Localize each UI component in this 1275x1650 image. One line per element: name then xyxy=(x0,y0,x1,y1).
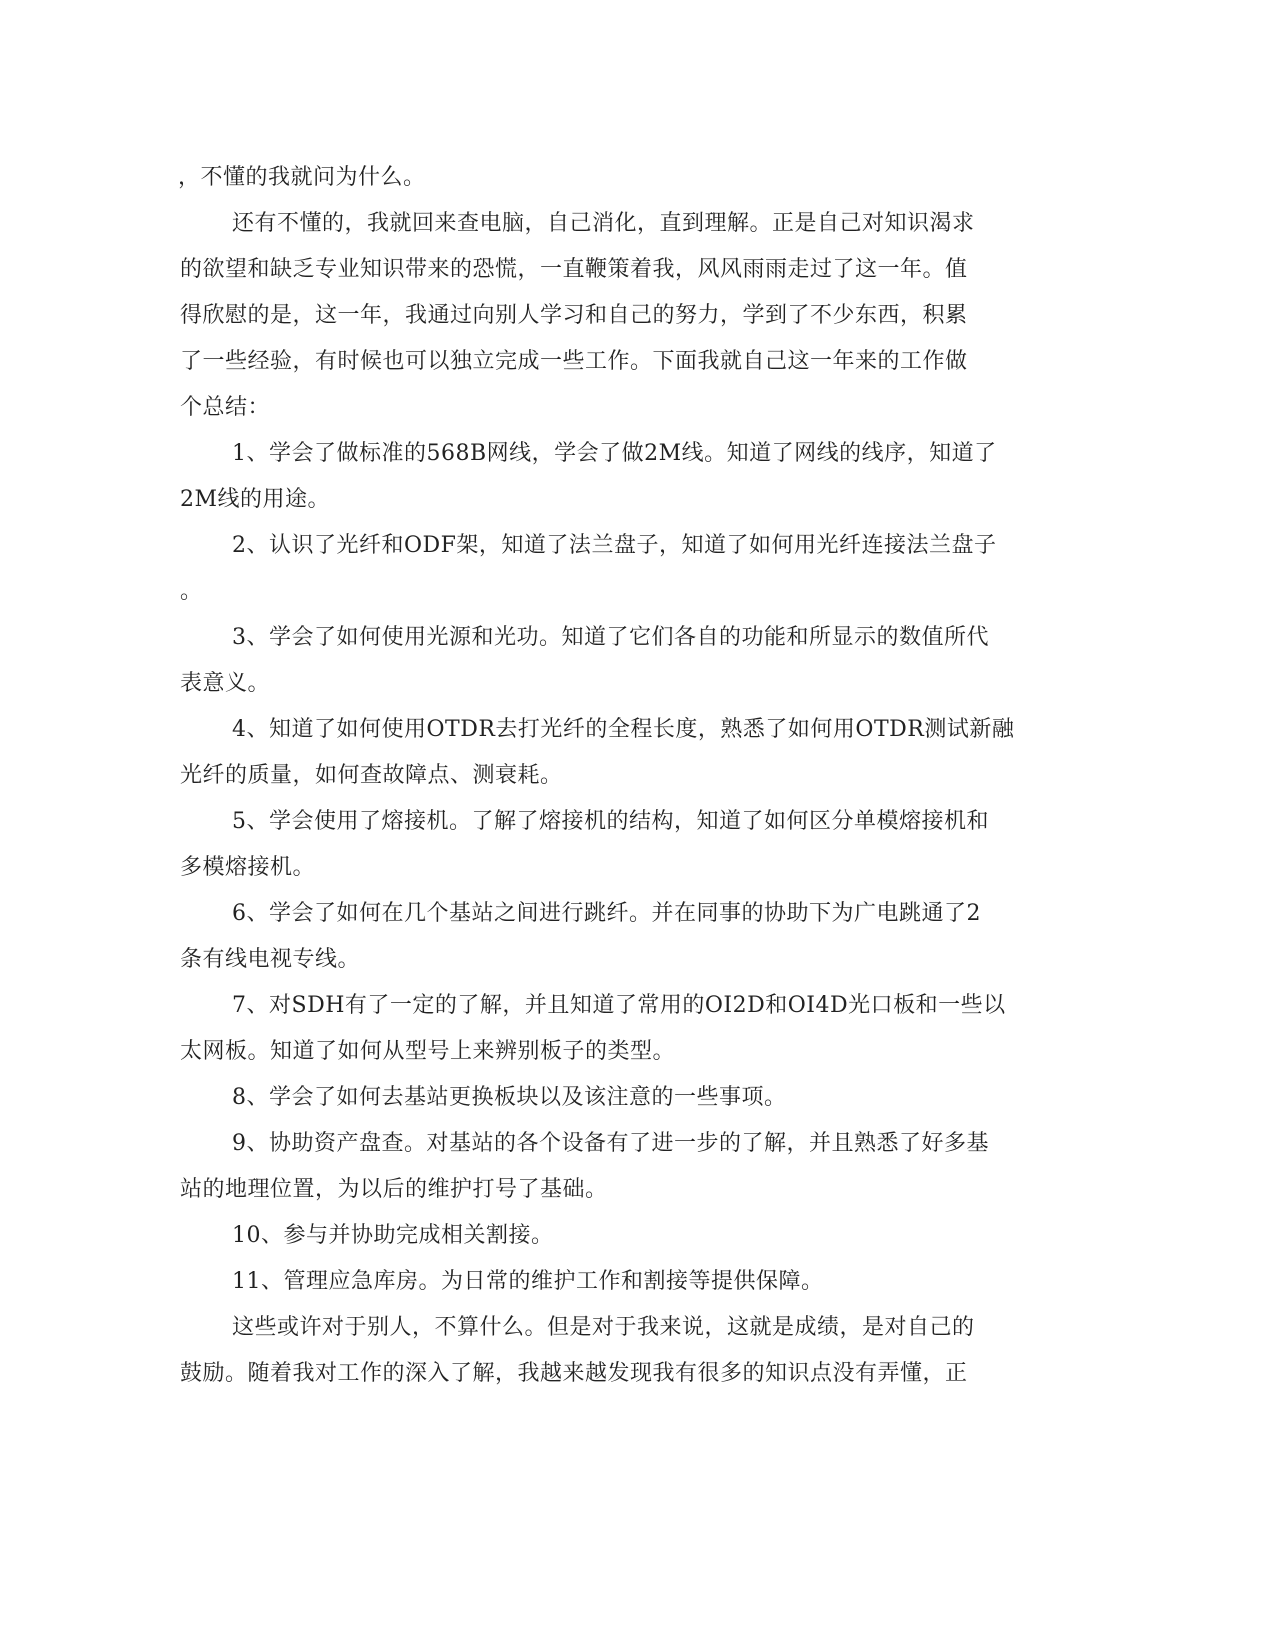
text-line: 了一些经验，有时候也可以独立完成一些工作。下面我就自己这一年来的工作做 xyxy=(180,349,968,374)
list-item-continuation: 。 xyxy=(180,579,203,604)
list-item-first-line: 10、参与并协助完成相关割接。 xyxy=(232,1223,554,1248)
list-item-continuation: 太网板。知道了如何从型号上来辨别板子的类型。 xyxy=(180,1039,676,1064)
list-item-first-line: 8、学会了如何去基站更换板块以及该注意的一些事项。 xyxy=(232,1085,787,1110)
list-item-first-line: 4、知道了如何使用OTDR去打光纤的全程长度，熟悉了如何用OTDR测试新融 xyxy=(232,717,1015,742)
list-item-first-line: 9、协助资产盘查。对基站的各个设备有了进一步的了解，并且熟悉了好多基 xyxy=(232,1131,989,1156)
paragraph-first-line: 还有不懂的，我就回来查电脑，自己消化，直到理解。正是自己对知识渴求 xyxy=(232,211,975,236)
list-item-first-line: 3、学会了如何使用光源和光功。知道了它们各自的功能和所显示的数值所代 xyxy=(232,625,989,650)
list-item-continuation: 表意义。 xyxy=(180,671,271,696)
text-line: 得欣慰的是，这一年，我通过向别人学习和自己的努力，学到了不少东西，积累 xyxy=(180,303,968,328)
list-item-first-line: 5、学会使用了熔接机。了解了熔接机的结构，知道了如何区分单模熔接机和 xyxy=(232,809,989,834)
list-item-continuation: 光纤的质量，如何查故障点、测衰耗。 xyxy=(180,763,563,788)
text-line: 的欲望和缺乏专业知识带来的恐慌，一直鞭策着我，风风雨雨走过了这一年。值 xyxy=(180,257,968,282)
list-item-first-line: 2、认识了光纤和ODF架，知道了法兰盘子，知道了如何用光纤连接法兰盘子 xyxy=(232,533,997,558)
list-item-first-line: 6、学会了如何在几个基站之间进行跳纤。并在同事的协助下为广电跳通了2 xyxy=(232,901,981,926)
paragraph-first-line: 这些或许对于别人，不算什么。但是对于我来说，这就是成绩，是对自己的 xyxy=(232,1315,975,1340)
list-item-continuation: 多模熔接机。 xyxy=(180,855,316,880)
list-item-continuation: 条有线电视专线。 xyxy=(180,947,361,972)
list-item-first-line: 1、学会了做标准的568B网线，学会了做2M线。知道了网线的线序，知道了 xyxy=(232,441,997,466)
list-item-first-line: 11、管理应急库房。为日常的维护工作和割接等提供保障。 xyxy=(232,1269,824,1294)
list-item-continuation: 2M线的用途。 xyxy=(180,487,331,512)
list-item-first-line: 7、对SDH有了一定的了解，并且知道了常用的OI2D和OI4D光口板和一些以 xyxy=(232,993,1006,1018)
text-line: ，不懂的我就问为什么。 xyxy=(178,165,426,190)
list-item-continuation: 站的地理位置，为以后的维护打号了基础。 xyxy=(180,1177,608,1202)
text-line: 个总结： xyxy=(180,395,271,420)
text-line: 鼓励。随着我对工作的深入了解，我越来越发现我有很多的知识点没有弄懂，正 xyxy=(180,1361,968,1386)
